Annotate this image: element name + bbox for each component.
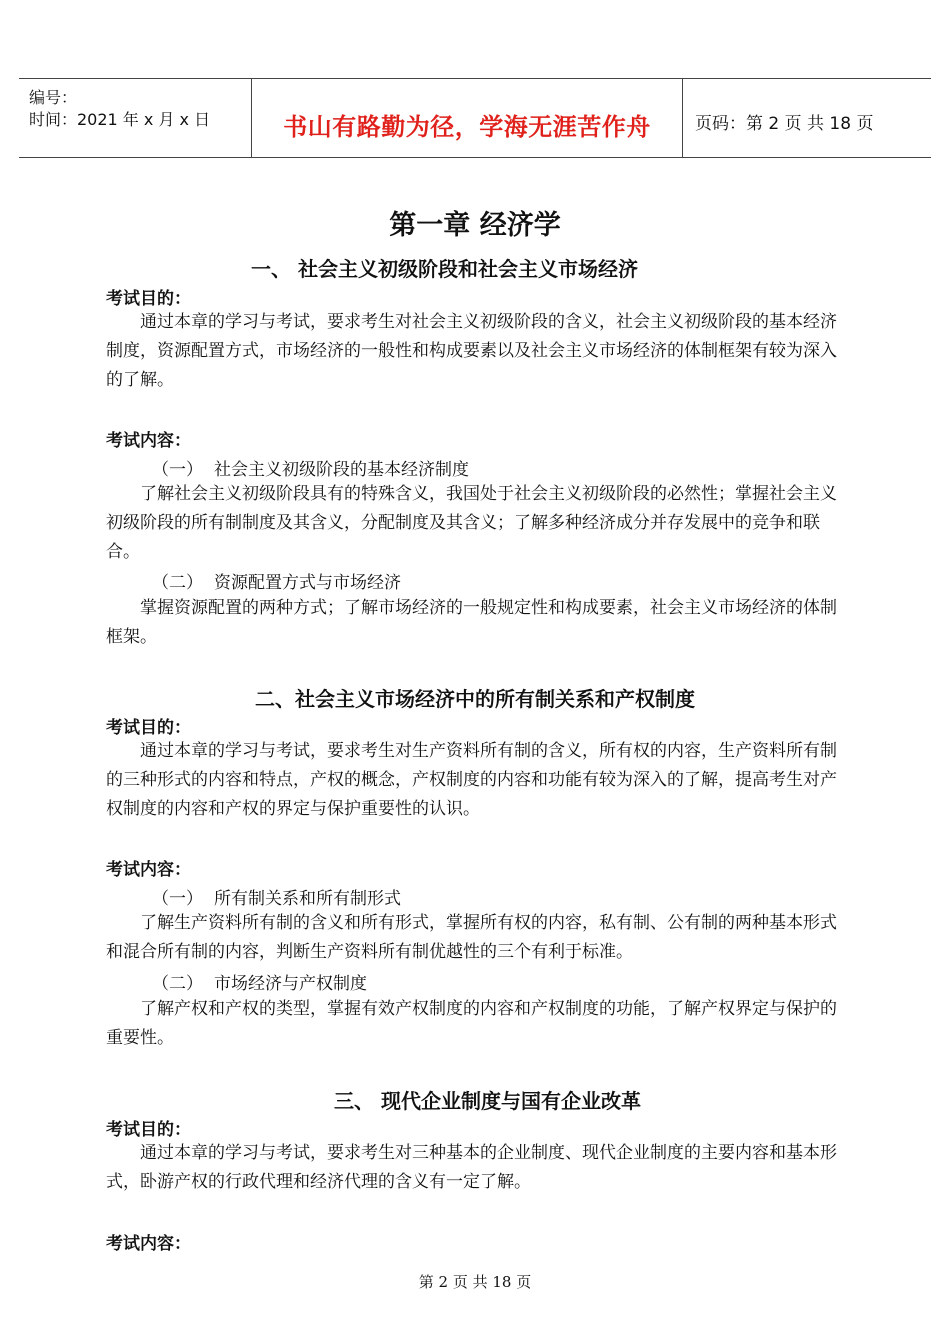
page-footer: 第 2 页 共 18 页 bbox=[418, 1273, 532, 1291]
document-header bbox=[19, 78, 931, 158]
chapter-title: 第一章 经济学 bbox=[389, 210, 561, 241]
section-title: 一、 社会主义初级阶段和社会主义市场经济 bbox=[251, 257, 638, 281]
content-label: 考试内容： bbox=[106, 1234, 191, 1254]
purpose-text: 通过本章的学习与考试，要求考生对三种基本的企业制度、现代企业制度的主要内容和基本形式，卧游产权的行政代理和经济代理的含义有一定了解。 bbox=[106, 1143, 837, 1192]
section-title: 二、社会主义市场经济中的所有制关系和产权制度 bbox=[255, 687, 695, 711]
header-motto-cell bbox=[252, 79, 683, 157]
purpose-label: 考试目的： bbox=[106, 1120, 191, 1140]
content-label: 考试内容： bbox=[106, 431, 191, 451]
header-meta-cell bbox=[19, 79, 252, 157]
content-label: 考试内容： bbox=[106, 860, 191, 880]
item-heading: （二） 资源配置方式与市场经济 bbox=[152, 573, 401, 593]
item-text: 了解产权和产权的类型，掌握有效产权制度的内容和产权制度的功能，了解产权界定与保护的重要性。 bbox=[106, 999, 837, 1048]
purpose-text: 通过本章的学习与考试，要求考生对生产资料所有制的含义，所有权的内容，生产资料所有制的三种形式的内容和特点，产权的概念，产权制度的内容和功能有较为深入的了解，提高考生对产权制度的内容和产权的界定与保护重要性的认识。 bbox=[106, 741, 837, 819]
item-heading: （二） 市场经济与产权制度 bbox=[152, 974, 367, 994]
purpose-label: 考试目的： bbox=[106, 718, 191, 738]
number-label: 编号： bbox=[29, 88, 78, 107]
header-page-cell bbox=[683, 79, 931, 157]
section-title: 三、 现代企业制度与国有企业改革 bbox=[334, 1089, 641, 1113]
item-text: 了解生产资料所有制的含义和所有形式，掌握所有权的内容，私有制、公有制的两种基本形式和混合所有制的内容，判断生产资料所有制优越性的三个有利于标准。 bbox=[106, 913, 837, 962]
page-info: 页码：第 2 页 共 18 页 bbox=[695, 114, 874, 134]
purpose-text: 通过本章的学习与考试，要求考生对社会主义初级阶段的含义，社会主义初级阶段的基本经济制度，资源配置方式，市场经济的一般性和构成要素以及社会主义市场经济的体制框架有较为深入的了解。 bbox=[106, 312, 837, 390]
purpose-label: 考试目的： bbox=[106, 289, 191, 309]
item-heading: （一） 所有制关系和所有制形式 bbox=[152, 889, 401, 909]
item-text: 了解社会主义初级阶段具有的特殊含义，我国处于社会主义初级阶段的必然性；掌握社会主义初级阶段的所有制制度及其含义，分配制度及其含义；了解多种经济成分并存发展中的竞争和联合。 bbox=[106, 484, 837, 562]
item-heading: （一） 社会主义初级阶段的基本经济制度 bbox=[152, 460, 469, 480]
motto: 书山有路勤为径，学海无涯苦作舟 bbox=[283, 113, 651, 141]
time-label: 时间：2021 年 x 月 x 日 bbox=[29, 110, 211, 129]
item-text: 掌握资源配置的两种方式；了解市场经济的一般规定性和构成要素，社会主义市场经济的体制框架。 bbox=[106, 598, 837, 647]
